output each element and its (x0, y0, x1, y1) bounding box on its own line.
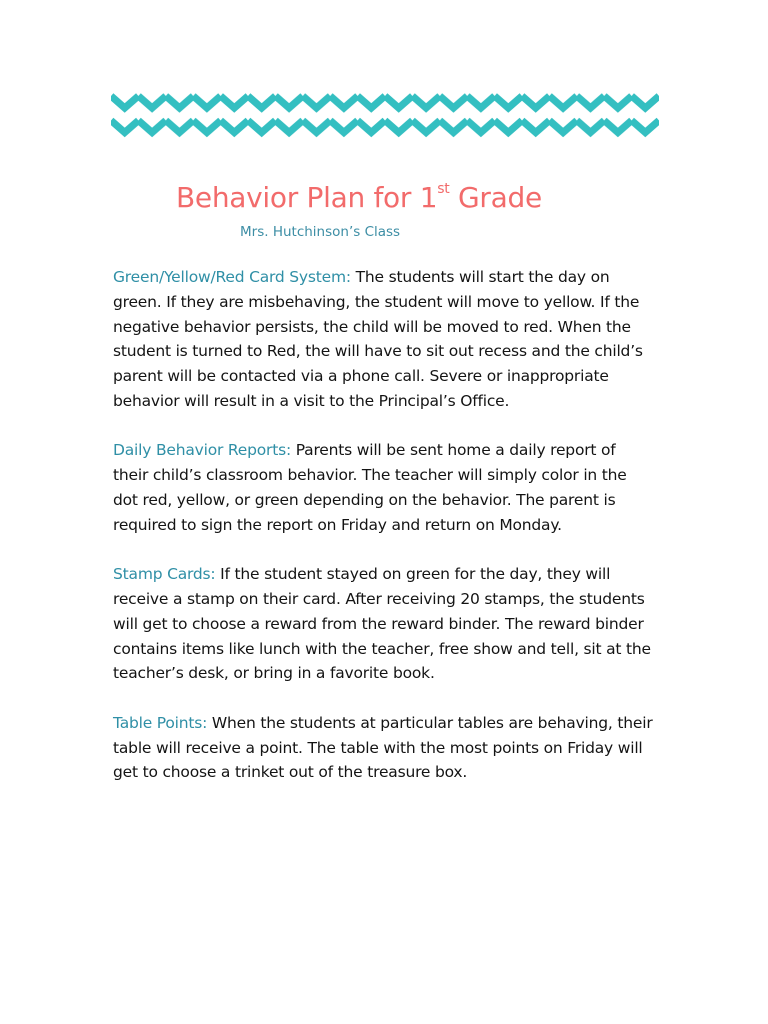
section-heading: Stamp Cards: (113, 565, 216, 584)
section-stamp-cards (113, 562, 653, 686)
section-card-system (113, 265, 653, 414)
title-main: Behavior Plan for 1 (176, 181, 438, 214)
plan-sections (113, 265, 653, 785)
section-daily-reports (113, 438, 653, 537)
section-heading: Table Points: (113, 713, 208, 732)
section-text: If the student stayed on green for the day, they will receive a stamp on their card. After receiving 20 stamps, the students will get to choose a reward from the reward binder. The reward binder contains items like lunch with the teacher, free show and tell, sit at the teacher’s desk, or bring in a favorite book. (113, 565, 651, 683)
section-text: When the students at particular tables are behaving, their table will receive a point. The table with the most points on Friday will get to choose a trinket out of the treasure box. (113, 713, 653, 782)
section-heading: Daily Behavior Reports: (113, 441, 291, 460)
section-heading: Green/Yellow/Red Card System: (113, 268, 351, 286)
section-text: The students will start the day on green. If they are misbehaving, the student will move to yellow. If the negative behavior persists, the child will be moved to red. When the student is turned to Red, the will have to sit out recess and the child’s parent will be contacted via a phone call. Severe or inappropriate behavior will result in a visit to the Principal’s Office. (113, 268, 643, 410)
chevron-fill (111, 93, 659, 142)
title-end: Grade (449, 181, 542, 214)
chevron-banner (111, 93, 659, 142)
class-subtitle: Mrs. Hutchinson’s Class (240, 224, 401, 240)
section-table-points (113, 711, 653, 785)
page-title (176, 178, 542, 218)
section-text: Parents will be sent home a daily report of their child’s classroom behavior. The teacher will simply color in the dot red, yellow, or green depending on the behavior. The parent is required to sign the report on Friday and return on Monday. (113, 441, 627, 534)
title-ordinal-suffix: st (437, 180, 450, 197)
